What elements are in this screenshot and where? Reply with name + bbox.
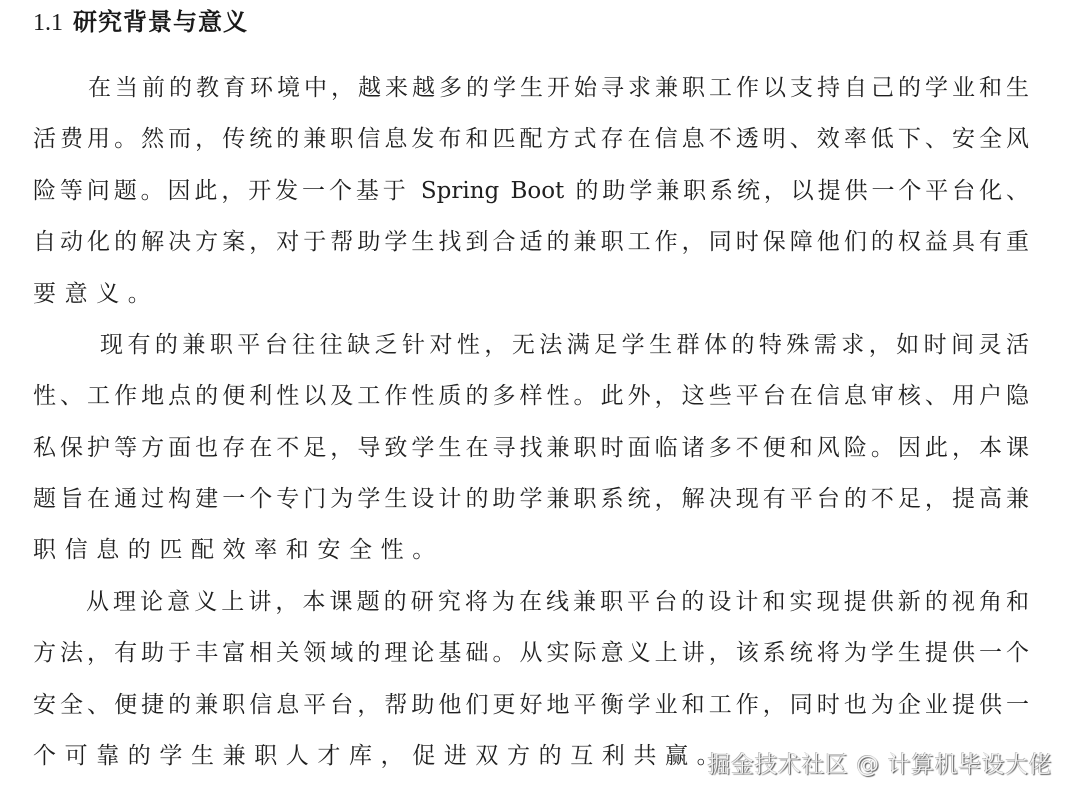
- paragraph-2-line-5: 职信息的匹配效率和安全性。: [33, 537, 444, 563]
- paragraph-3-line-1: 从理论意义上讲，本课题的研究将为在线兼职平台的设计和实现提供新的视角和: [86, 589, 1029, 615]
- paragraph-1-line-5: 要意义。: [33, 281, 160, 307]
- paragraph-2-line-1: 现有的兼职平台往往缺乏针对性，无法满足学生群体的特殊需求，如时间灵活: [100, 332, 1029, 358]
- watermark: 掘金技术社区 @ 计算机毕设大佬: [707, 752, 1052, 778]
- section-title: 研究背景与意义: [73, 8, 248, 36]
- paragraph-2-line-2: 性、工作地点的便利性以及工作性质的多样性。此外，这些平台在信息审核、用户隐: [33, 383, 1029, 409]
- paragraph-2-line-4: 题旨在通过构建一个专门为学生设计的助学兼职系统，解决现有平台的不足，提高兼: [33, 486, 1029, 512]
- paragraph-3-line-4: 个可靠的学生兼职人才库，促进双方的互利共赢。: [33, 743, 729, 769]
- paragraph-3-line-3: 安全、便捷的兼职信息平台，帮助他们更好地平衡学业和工作，同时也为企业提供一: [33, 692, 1029, 718]
- paragraph-1-line-2: 活费用。然而，传统的兼职信息发布和匹配方式存在信息不透明、效率低下、安全风: [33, 126, 1029, 152]
- section-heading: [33, 4, 248, 40]
- paragraph-3-line-2: 方法，有助于丰富相关领域的理论基础。从实际意义上讲，该系统将为学生提供一个: [33, 640, 1029, 666]
- paragraph-1-line-3: 险等问题。因此，开发一个基于 Spring Boot 的助学兼职系统，以提供一个平台化、: [33, 178, 1029, 204]
- paragraph-1-line-1: 在当前的教育环境中，越来越多的学生开始寻求兼职工作以支持自己的学业和生: [88, 75, 1029, 101]
- paragraph-2-line-3: 私保护等方面也存在不足，导致学生在寻找兼职时面临诸多不便和风险。因此，本课: [33, 435, 1029, 461]
- section-number: 1.1: [33, 10, 63, 36]
- paragraph-1-line-4: 自动化的解决方案，对于帮助学生找到合适的兼职工作，同时保障他们的权益具有重: [33, 229, 1029, 255]
